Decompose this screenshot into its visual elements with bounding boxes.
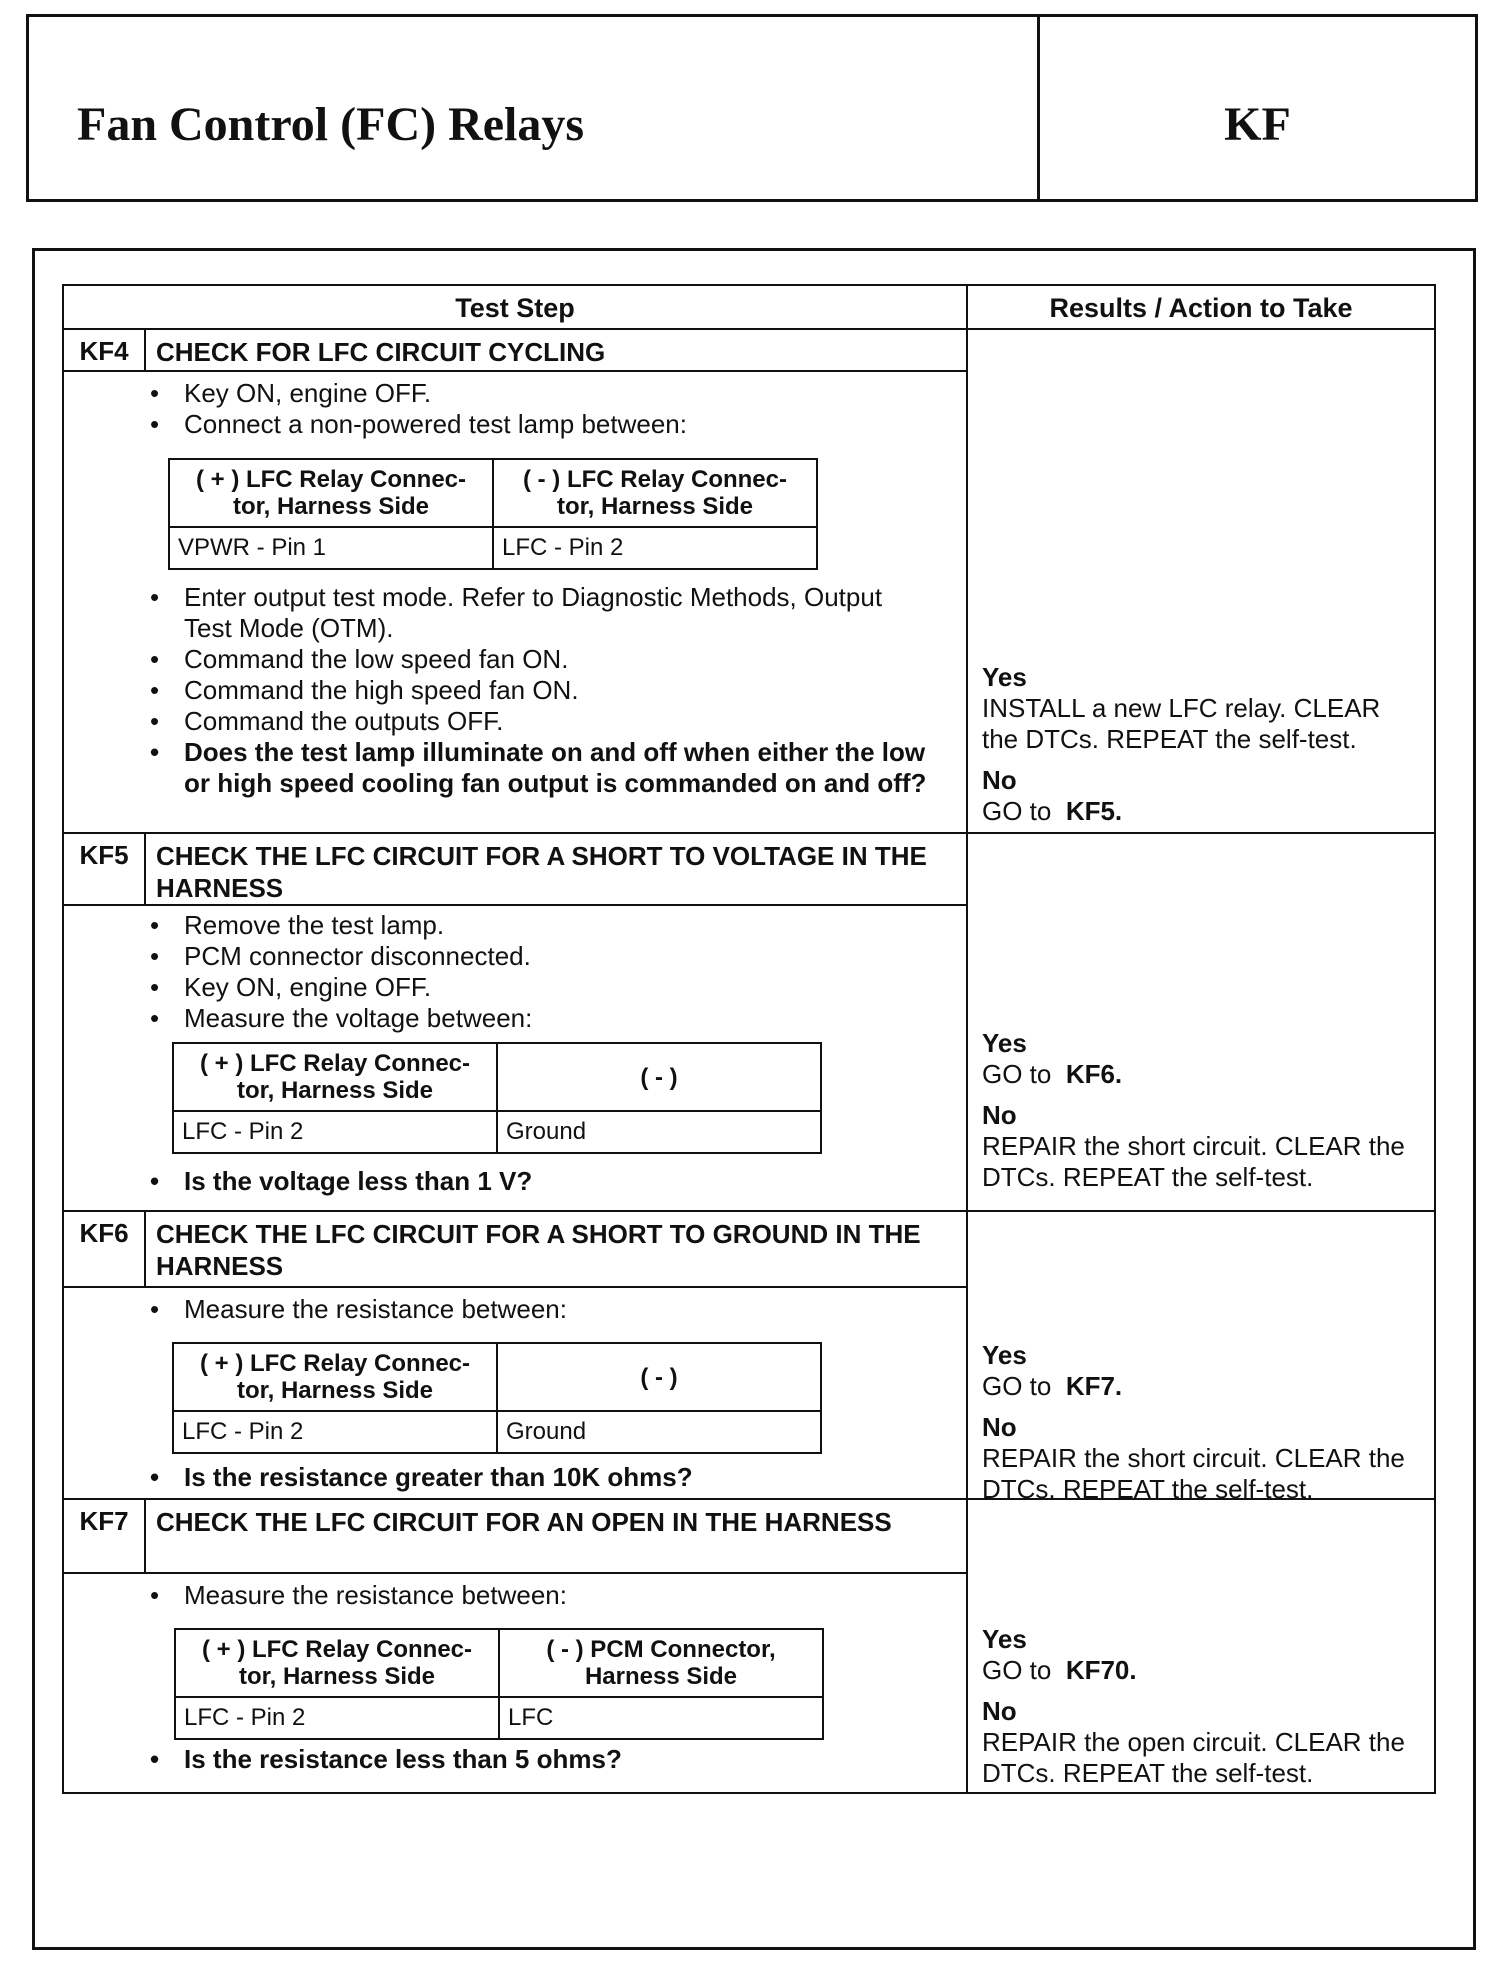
connector-value-positive: LFC - Pin 2 <box>173 1111 497 1153</box>
step-header <box>64 1500 966 1574</box>
no-action: REPAIR the short circuit. CLEAR the DTCs. REPEAT the self-test. <box>982 1131 1405 1192</box>
connector-header-negative: ( - ) PCM Connector, Harness Side <box>499 1629 823 1697</box>
step-bullets <box>144 1294 934 1325</box>
list-item: • Measure the resistance between: <box>144 1580 934 1611</box>
step-question: • Is the resistance less than 5 ohms? <box>144 1744 934 1775</box>
step-section-kf5 <box>64 832 1434 1212</box>
step-result <box>982 1340 1422 1505</box>
connector-value-negative: LFC - Pin 2 <box>493 527 817 569</box>
step-section-kf4 <box>64 330 1434 832</box>
step-reference: KF5. <box>1065 796 1123 826</box>
step-id: KF4 <box>64 330 146 370</box>
step-title: CHECK FOR LFC CIRCUIT CYCLING <box>156 337 606 367</box>
step-section-kf7 <box>64 1498 1434 1794</box>
column-header-results: Results / Action to Take <box>968 286 1434 330</box>
yes-label: Yes <box>982 1340 1027 1370</box>
yes-label: Yes <box>982 662 1027 692</box>
step-bullets <box>144 378 934 440</box>
connector-table <box>172 1042 822 1154</box>
connector-header-positive: ( + ) LFC Relay Connec- tor, Harness Side <box>173 1343 497 1411</box>
connector-value-positive: LFC - Pin 2 <box>175 1697 499 1739</box>
connector-table <box>172 1342 822 1454</box>
list-item: • Key ON, engine OFF. <box>144 378 934 409</box>
column-header-test-step: Test Step <box>64 286 966 330</box>
connector-header-positive: ( + ) LFC Relay Connec- tor, Harness Side <box>175 1629 499 1697</box>
list-item: • Command the outputs OFF. <box>144 706 934 737</box>
connector-header-negative: ( - ) <box>497 1343 821 1411</box>
list-item: • Measure the resistance between: <box>144 1294 934 1325</box>
page-header <box>26 14 1478 202</box>
yes-action: INSTALL a new LFC relay. CLEAR the DTCs. REPEAT the self-test. <box>982 693 1381 754</box>
no-action: REPAIR the short circuit. CLEAR the DTCs. REPEAT the self-test. <box>982 1443 1405 1504</box>
step-header <box>64 1212 966 1288</box>
step-title: CHECK THE LFC CIRCUIT FOR AN OPEN IN THE HARNESS <box>156 1507 892 1537</box>
list-item: • Key ON, engine OFF. <box>144 972 934 1003</box>
step-bullets <box>144 910 934 1034</box>
connector-value-positive: LFC - Pin 2 <box>173 1411 497 1453</box>
connector-header-positive: ( + ) LFC Relay Connec- tor, Harness Side <box>169 459 493 527</box>
step-result <box>982 1028 1422 1193</box>
list-item: • Command the high speed fan ON. <box>144 675 934 706</box>
no-action: REPAIR the open circuit. CLEAR the DTCs. REPEAT the self-test. <box>982 1727 1405 1788</box>
step-result <box>982 662 1422 827</box>
list-item: • Enter output test mode. Refer to Diagnostic Methods, Output Test Mode (OTM). <box>144 582 934 644</box>
step-id: KF5 <box>64 834 146 904</box>
no-action: GO to KF5. <box>982 796 1123 826</box>
connector-value-negative: Ground <box>497 1111 821 1153</box>
connector-value-negative: Ground <box>497 1411 821 1453</box>
page-title: Fan Control (FC) Relays <box>77 98 585 151</box>
step-bullets <box>144 582 934 799</box>
list-item: • Connect a non-powered test lamp between: <box>144 409 934 440</box>
list-item: • PCM connector disconnected. <box>144 941 934 972</box>
step-reference: KF7. <box>1065 1371 1123 1401</box>
list-item: • Command the low speed fan ON. <box>144 644 934 675</box>
step-title: CHECK THE LFC CIRCUIT FOR A SHORT TO VOLTAGE IN THE HARNESS <box>156 841 927 903</box>
step-header <box>64 834 966 906</box>
yes-action: GO to KF70. <box>982 1655 1137 1685</box>
section-code: KF <box>1224 98 1291 151</box>
step-reference: KF6. <box>1065 1059 1123 1089</box>
connector-header-positive: ( + ) LFC Relay Connec- tor, Harness Side <box>173 1043 497 1111</box>
step-bullets <box>144 1580 934 1611</box>
no-label: No <box>982 1412 1017 1442</box>
no-label: No <box>982 1696 1017 1726</box>
connector-value-negative: LFC <box>499 1697 823 1739</box>
connector-table <box>168 458 818 570</box>
step-bullets <box>144 1166 934 1197</box>
yes-action: GO to KF6. <box>982 1059 1123 1089</box>
step-section-kf6 <box>64 1210 1434 1504</box>
step-result <box>982 1624 1422 1789</box>
step-title: CHECK THE LFC CIRCUIT FOR A SHORT TO GROUND IN THE HARNESS <box>156 1219 921 1281</box>
yes-label: Yes <box>982 1624 1027 1654</box>
connector-value-positive: VPWR - Pin 1 <box>169 527 493 569</box>
list-item: • Measure the voltage between: <box>144 1003 934 1034</box>
step-header <box>64 330 966 372</box>
no-label: No <box>982 765 1017 795</box>
step-reference: KF70. <box>1065 1655 1137 1685</box>
step-bullets <box>144 1744 934 1775</box>
no-label: No <box>982 1100 1017 1130</box>
list-item: • Remove the test lamp. <box>144 910 934 941</box>
step-id: KF7 <box>64 1500 146 1572</box>
yes-action: GO to KF7. <box>982 1371 1123 1401</box>
connector-header-negative: ( - ) LFC Relay Connec- tor, Harness Side <box>493 459 817 527</box>
step-question: • Does the test lamp illuminate on and off when either the low or high speed cooling fan output is commanded on and off? <box>144 737 934 799</box>
connector-header-negative: ( - ) <box>497 1043 821 1111</box>
test-step-table <box>62 284 1436 1794</box>
connector-table <box>174 1628 824 1740</box>
step-question: • Is the voltage less than 1 V? <box>144 1166 934 1197</box>
step-id: KF6 <box>64 1212 146 1286</box>
step-question: • Is the resistance greater than 10K ohms? <box>144 1462 934 1493</box>
yes-label: Yes <box>982 1028 1027 1058</box>
step-bullets <box>144 1462 934 1493</box>
